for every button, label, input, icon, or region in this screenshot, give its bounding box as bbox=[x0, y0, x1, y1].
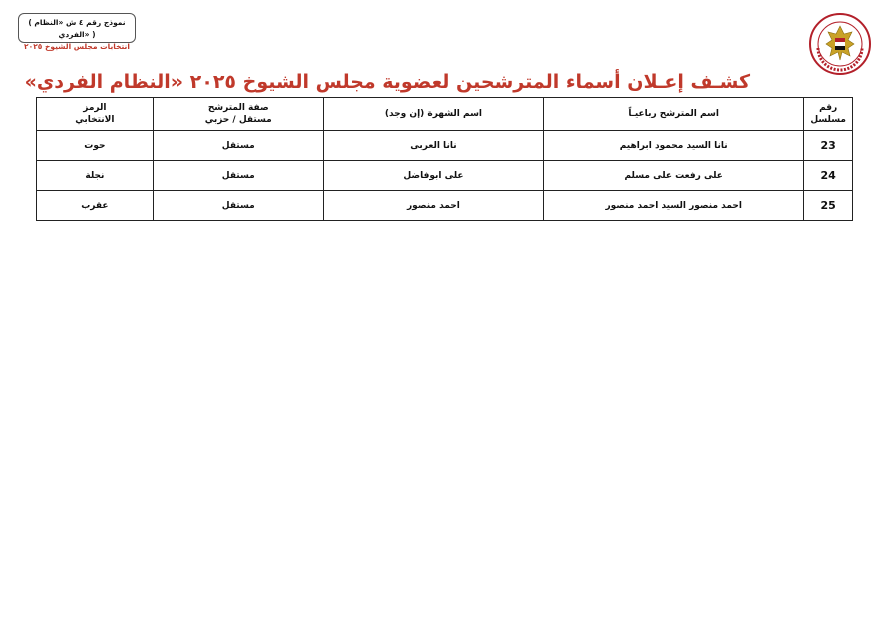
cell-name: على رفعت على مسلم bbox=[544, 161, 804, 191]
header-fame: اسم الشهرة (إن وجد) bbox=[323, 98, 543, 131]
cell-fame: احمد منصور bbox=[323, 191, 543, 221]
cell-serial: 24 bbox=[804, 161, 853, 191]
national-election-authority-emblem-icon bbox=[808, 12, 872, 76]
header-name: اسم المترشح رباعيـاً bbox=[544, 98, 804, 131]
header-serial bbox=[804, 98, 853, 131]
cell-serial: 25 bbox=[804, 191, 853, 221]
cell-type: مستقل bbox=[153, 161, 323, 191]
cell-symbol: حوت bbox=[37, 131, 154, 161]
page-title: كشـف إعـلان أسماء المترشحين لعضوية مجلس الشيوخ ٢٠٢٥ «النظام الفردي» bbox=[24, 71, 750, 93]
cell-type: مستقل bbox=[153, 131, 323, 161]
cell-name: احمد منصور السيد احمد منصور bbox=[544, 191, 804, 221]
header-type-line1: صفة المترشح bbox=[207, 103, 269, 113]
election-name-label: انتخابات مجلس الشيوخ ٢٠٢٥ bbox=[24, 42, 130, 51]
header-type-line2: مستقل / حزبي bbox=[204, 115, 272, 125]
header-type bbox=[153, 98, 323, 131]
header-symbol-line1: الرمز bbox=[83, 103, 107, 113]
table-row bbox=[37, 161, 853, 191]
header-serial-line1: رقم bbox=[819, 103, 838, 113]
cell-type: مستقل bbox=[153, 191, 323, 221]
form-number-label: ( نموذج رقم ٤ ش «النظام الفردي» ) bbox=[28, 18, 126, 39]
table-header-row bbox=[37, 98, 853, 131]
cell-symbol: عقرب bbox=[37, 191, 154, 221]
cell-fame: نانا العربى bbox=[323, 131, 543, 161]
table-row bbox=[37, 131, 853, 161]
header-symbol bbox=[37, 98, 154, 131]
cell-serial: 23 bbox=[804, 131, 853, 161]
cell-symbol: نجلة bbox=[37, 161, 154, 191]
cell-fame: على ابوفاضل bbox=[323, 161, 543, 191]
table-row bbox=[37, 191, 853, 221]
form-number-box bbox=[18, 13, 136, 51]
header-serial-line2: مسلسل bbox=[810, 115, 846, 125]
cell-name: نانا السيد محمود ابراهيم bbox=[544, 131, 804, 161]
candidates-table bbox=[36, 97, 853, 221]
header-symbol-line2: الانتخابي bbox=[75, 115, 115, 125]
